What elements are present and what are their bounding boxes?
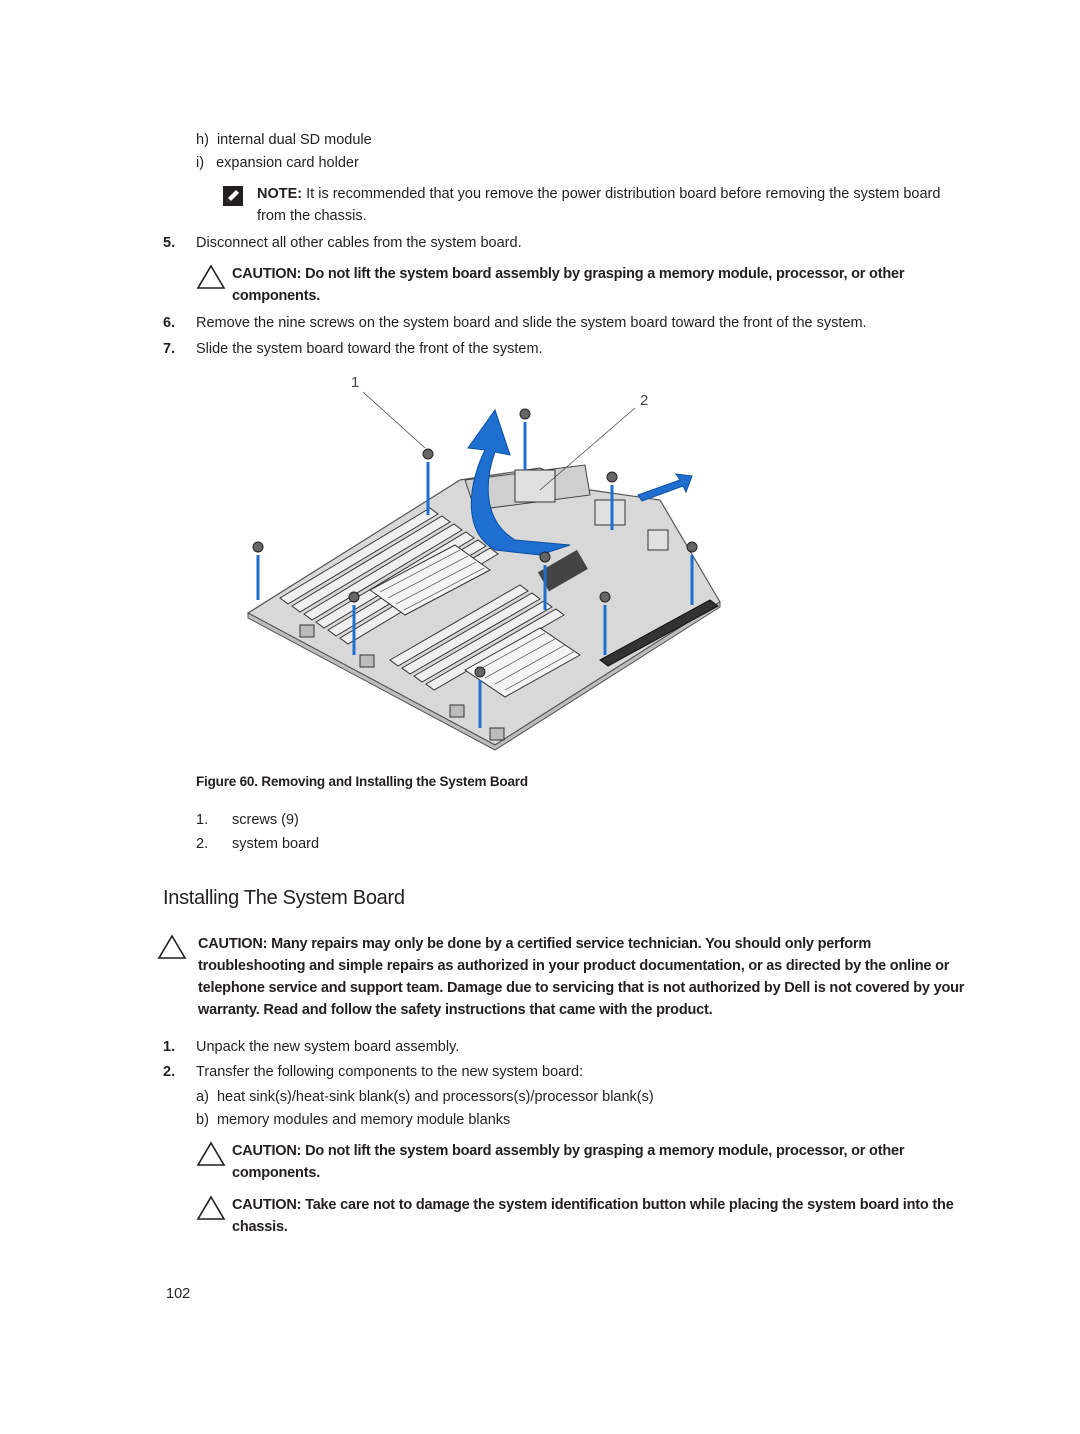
substep-text: internal dual SD module <box>216 132 372 148</box>
caution-text: chassis. <box>232 1219 288 1235</box>
step-number: 2. <box>163 1064 176 1080</box>
substep-letter: h) <box>196 132 209 148</box>
note-text: It is recommended that you remove the power distribution board before removing the system board <box>306 186 941 202</box>
substep-text: expansion card holder <box>216 155 359 171</box>
caution-triangle-icon <box>196 1195 226 1221</box>
legend-text: screws (9) <box>232 812 299 828</box>
substep-i <box>196 152 359 174</box>
step-text: Transfer the following components to the new system board: <box>196 1064 584 1080</box>
step-text: Unpack the new system board assembly. <box>196 1039 460 1055</box>
substep-a <box>196 1086 654 1108</box>
caution-text: CAUTION: Take care not to damage the system identification button while placing the system board into the <box>232 1197 954 1213</box>
step-number: 1. <box>163 1039 176 1055</box>
caution-text: components. <box>232 288 321 304</box>
step-text: Disconnect all other cables from the system board. <box>196 235 522 251</box>
caution-triangle-icon <box>196 1141 226 1167</box>
caution-text: troubleshooting and simple repairs as authorized in your product documentation, or as directed by the online or <box>198 958 950 974</box>
system-board-figure <box>240 370 730 760</box>
substep-letter: b) <box>196 1112 209 1128</box>
caution-text: components. <box>232 1165 321 1181</box>
note-block <box>257 183 957 205</box>
note-label: NOTE: <box>257 186 303 202</box>
substep-letter: a) <box>196 1089 209 1105</box>
caution-text: CAUTION: Do not lift the system board assembly by grasping a memory module, processor, or other <box>232 266 905 282</box>
step-text: Remove the nine screws on the system board and slide the system board toward the front of the system. <box>196 315 867 331</box>
caution-text: CAUTION: Do not lift the system board assembly by grasping a memory module, processor, or other <box>232 1143 905 1159</box>
section-heading: Installing The System Board <box>163 887 405 909</box>
caution-text: CAUTION: Many repairs may only be done by a certified service technician. You should only perform <box>198 936 872 952</box>
substep-text: memory modules and memory module blanks <box>216 1112 511 1128</box>
legend-item <box>196 833 208 855</box>
substep-b <box>196 1109 510 1131</box>
step-text: Slide the system board toward the front of the system. <box>196 341 543 357</box>
substep-letter: i) <box>196 155 205 171</box>
legend-item <box>196 809 208 831</box>
step-number: 5. <box>163 235 176 251</box>
step-number: 6. <box>163 315 176 331</box>
caution-text: warranty. Read and follow the safety instructions that came with the product. <box>198 1002 713 1018</box>
figure-callout-2: 2 <box>640 392 649 409</box>
caution-triangle-icon <box>157 934 187 960</box>
caution-triangle-icon <box>196 264 226 290</box>
substep-text: heat sink(s)/heat-sink blank(s) and processors(s)/processor blank(s) <box>216 1089 654 1105</box>
legend-text: system board <box>232 836 320 852</box>
figure-callout-1: 1 <box>351 374 360 391</box>
legend-number: 1. <box>196 812 209 828</box>
note-text-cont: from the chassis. <box>257 208 367 224</box>
page-number: 102 <box>166 1286 191 1302</box>
caution-text: telephone service and support team. Damage due to servicing that is not authorized by Dell is not covered by your <box>198 980 965 996</box>
step-number: 7. <box>163 341 176 357</box>
note-pencil-icon <box>222 185 244 207</box>
substep-h <box>196 129 372 151</box>
legend-number: 2. <box>196 836 209 852</box>
figure-caption: Figure 60. Removing and Installing the System Board <box>196 774 528 789</box>
